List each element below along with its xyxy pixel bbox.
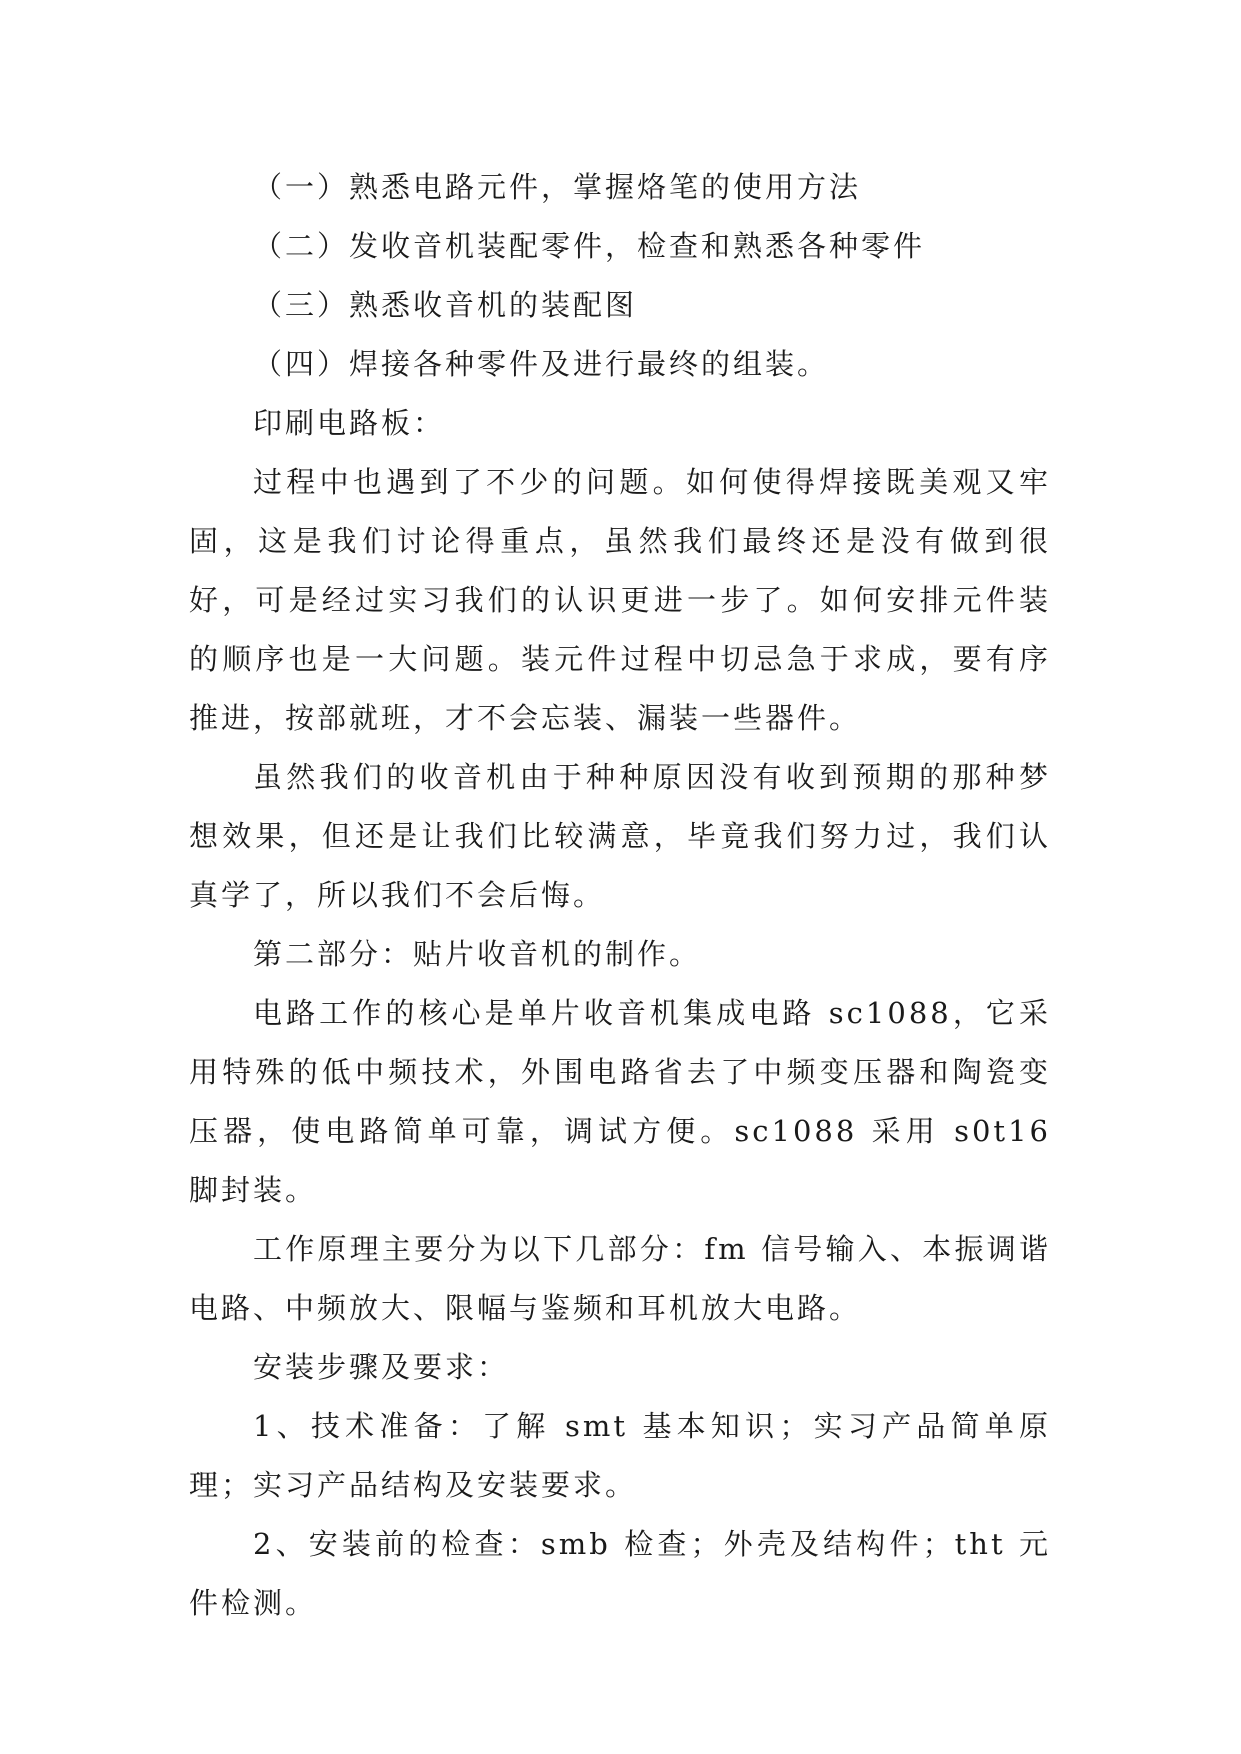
paragraph: 2、安装前的检查：smb 检查；外壳及结构件；tht 元件检测。 <box>189 1527 1051 1620</box>
document-body <box>189 158 1051 1633</box>
paragraph: （三）熟悉收音机的装配图 <box>253 288 638 322</box>
paragraph: 电路工作的核心是单片收音机集成电路 sc1088，它采用特殊的低中频技术，外围电路省去了中频变压器和陶瓷变压器，使电路简单可靠，调试方便。sc1088 采用 s0t16 脚封装。 <box>189 996 1051 1207</box>
paragraph: 第二部分：贴片收音机的制作。 <box>253 937 702 971</box>
paragraph: 安装步骤及要求： <box>253 1350 510 1384</box>
paragraph: （四）焊接各种零件及进行最终的组装。 <box>253 347 830 381</box>
paragraph: 印刷电路板： <box>253 406 446 440</box>
paragraph: （二）发收音机装配零件，检查和熟悉各种零件 <box>253 229 926 263</box>
paragraph: 过程中也遇到了不少的问题。如何使得焊接既美观又牢固，这是我们讨论得重点，虽然我们最终还是没有做到很好，可是经过实习我们的认识更进一步了。如何安排元件装的顺序也是一大问题。装元件过程中切忌急于求成，要有序推进，按部就班，才不会忘装、漏装一些器件。 <box>189 465 1051 735</box>
paragraph: 1、技术准备：了解 smt 基本知识；实习产品简单原理；实习产品结构及安装要求。 <box>189 1409 1051 1502</box>
paragraph: 工作原理主要分为以下几部分：fm 信号输入、本振调谐电路、中频放大、限幅与鉴频和耳机放大电路。 <box>189 1232 1051 1325</box>
paragraph: （一）熟悉电路元件，掌握烙笔的使用方法 <box>253 170 862 204</box>
paragraph: 虽然我们的收音机由于种种原因没有收到预期的那种梦想效果，但还是让我们比较满意，毕竟我们努力过，我们认真学了，所以我们不会后悔。 <box>189 760 1051 912</box>
